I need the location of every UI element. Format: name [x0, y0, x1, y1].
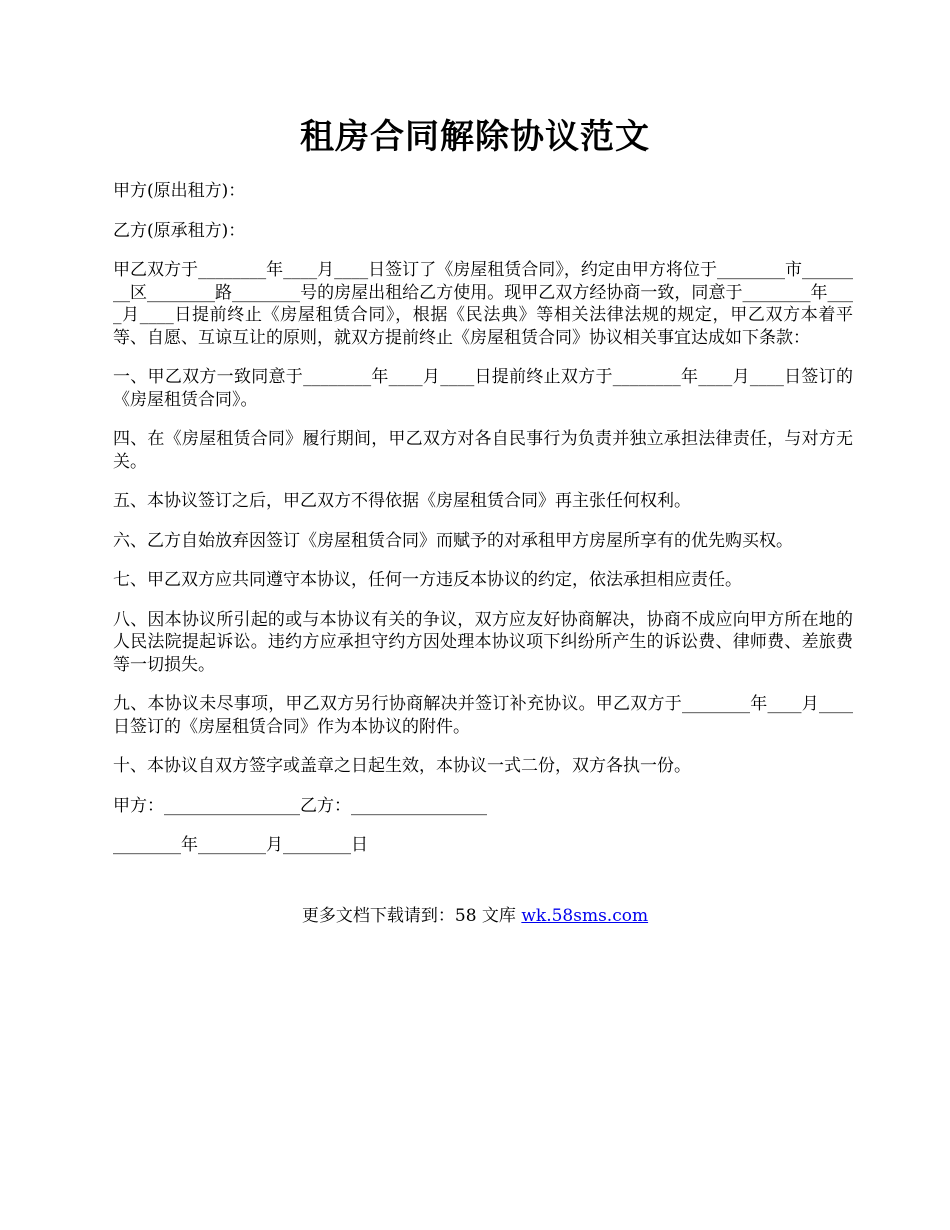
clause-8: 八、因本协议所引起的或与本协议有关的争议，双方应友好协商解决，协商不成应向甲方所在地的人民法院提起诉讼。违约方应承担守约方因处理本协议项下纠纷所产生的诉讼费、律师费、差旅费等一切损失。: [113, 609, 853, 675]
clause-5: 五、本协议签订之后，甲乙双方不得依据《房屋租赁合同》再主张任何权利。: [113, 491, 691, 511]
clause-10: 十、本协议自双方签字或盖章之日起生效，本协议一式二份，双方各执一份。: [113, 756, 691, 776]
clause-7: 七、甲乙双方应共同遵守本协议，任何一方违反本协议的约定，依法承担相应责任。: [113, 570, 742, 590]
clause-1: 一、甲乙双方一致同意于________年____月____日提前终止双方于________年____月____日签订的《房屋租赁合同》。: [113, 367, 853, 410]
party-b-line: 乙方(原承租方)：: [113, 220, 246, 241]
document-body: [113, 180, 853, 874]
footer-prefix: 更多文档下载请到：58 文库: [301, 906, 522, 926]
document-title: 租房合同解除协议范文: [300, 117, 650, 157]
clause-4: 四、在《房屋租赁合同》履行期间，甲乙双方对各自民事行为负责并独立承担法律责任，与对方无关。: [113, 429, 853, 472]
clause-6: 六、乙方自始放弃因签订《房屋租赁合同》而赋予的对承租甲方房屋所享有的优先购买权。: [113, 530, 793, 551]
clause-9: 九、本协议未尽事项，甲乙双方另行协商解决并签订补充协议。甲乙双方于________年____月____日签订的《房屋租赁合同》作为本协议的附件。: [113, 694, 853, 737]
preamble-paragraph: 甲乙双方于________年____月____日签订了《房屋租赁合同》，约定由甲方将位于________市________区________路________号的房屋出租给乙方使用。现甲乙双方经协商一致，同意于________年____月____日提前终止《房屋租赁合同》，根据《民法典》等相关法律法规的规定，甲乙双方本着平等、自愿、互谅互让的原则，就双方提前终止《房屋租赁合同》协议相关事宜达成如下条款：: [113, 260, 853, 348]
signature-line: 甲方：________________乙方：________________: [113, 795, 487, 816]
party-a-line: 甲方(原出租方)：: [113, 181, 246, 201]
download-footer: [0, 904, 950, 928]
date-line: ________年________月________日: [113, 835, 368, 855]
footer-link[interactable]: wk.58sms.com: [521, 906, 649, 926]
